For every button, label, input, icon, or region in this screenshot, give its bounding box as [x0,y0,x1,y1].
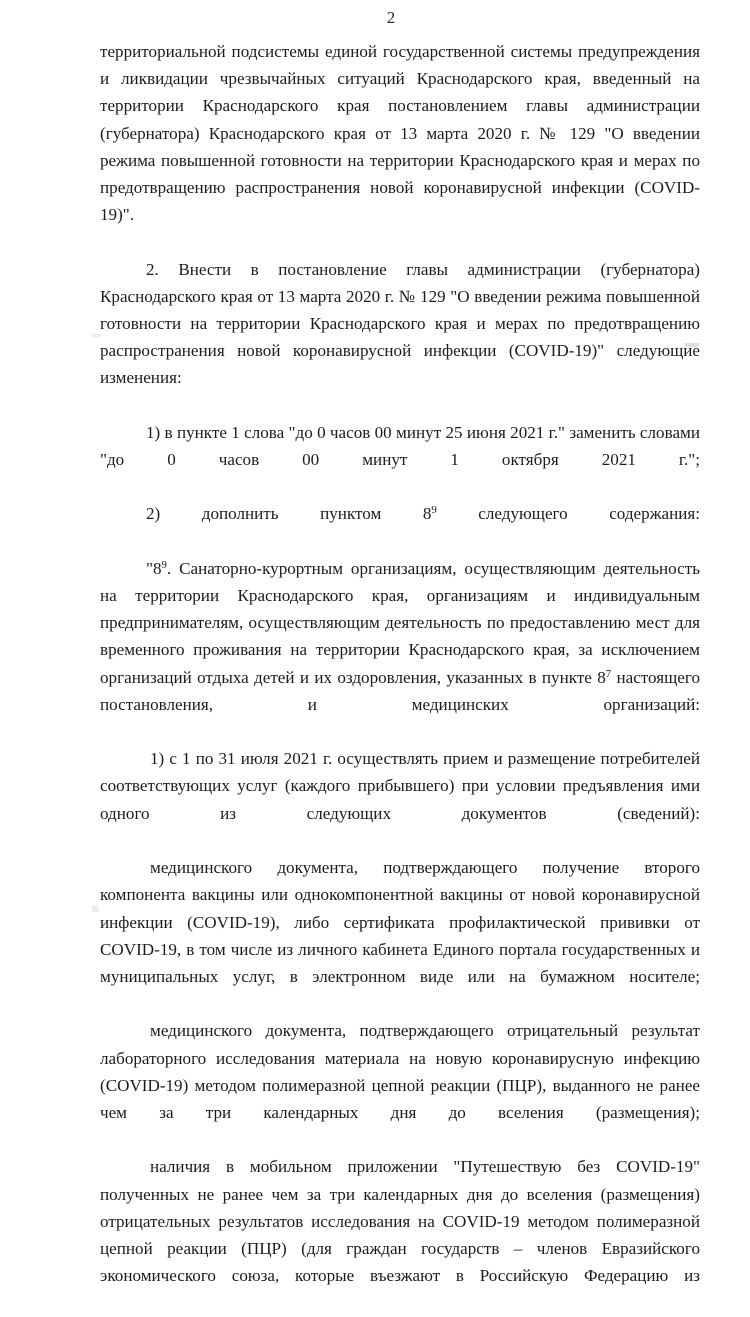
paragraph: территориальной подсистемы единой государственной системы предупреждения и ликвидации чрезвычайных ситуаций Краснодарского края, введенный на территории Краснодарского края постановлением главы администрации (губернатора) Краснодарского края от 13 марта 2020 г. № 129 "О введении режима повышенной готовности на территории Краснодарского края и мерах по предотвращению распространения новой коронавирусной инфекции (COVID-19)". [100,42,700,225]
paragraph: медицинского документа, подтверждающего отрицательный результат лабораторного исследования материала на новую коронавирусную инфекцию (COVID-19) методом полимеразной цепной реакции (ПЦР), выданного не ранее чем за три календарных дня до вселения (размещения); [100,1021,700,1122]
paragraph: 1) в пункте 1 слова "до 0 часов 00 минут 25 июня 2021 г." заменить словами "до 0 часов 00 минут 1 октября 2021 г."; [100,422,700,470]
paragraph: "$8^9$. Санаторно-курортным организациям, осуществляющим деятельность на территории Краснодарского края, организациям и индивидуальным предпринимателям, осуществляющим деятельность по предоставлению мест для временного проживания на территории Краснодарского края, за исключением организаций отдыха детей и их оздоровления, указанных в пункте $8^7$ настоящего постановления, и медицинских организаций: [100,558,701,714]
paragraph: 1) с 1 по 31 июля 2021 г. осуществлять прием и размещение потребителей соответствующих услуг (каждого прибывшего) при условии предъявления ими одного из следующих документов (сведений): [100,749,700,823]
paragraph: 2) дополнить пунктом $8^9$ следующего содержания: [146,504,700,524]
paragraph: 2. Внести в постановление главы администрации (губернатора) Краснодарского края от 13 марта 2020 г. № 129 "О введении режима повышенной готовности на территории Краснодарского края и мерах по предотвращению распространения новой коронавирусной инфекции (COVID-19)" следующие изменения: [100,259,700,388]
page-number [0,7,750,29]
document-body [100,38,700,1317]
page-number-value: 2 [386,8,396,27]
paragraph: медицинского документа, подтверждающего получение второго компонента вакцины или однокомпонентной вакцины от новой коронавирусной инфекции (COVID-19), либо сертификата профилактической прививки от COVID-19, в том числе из личного кабинета Единого портала государственных и муниципальных услуг, в электронном виде или на бумажном носителе; [100,858,700,986]
scan-artifact-bottom-left [92,905,99,912]
paragraph: наличия в мобильном приложении "Путешествую без COVID-19" полученных не ранее чем за три календарных дня до вселения (размещения) отрицательных результатов исследования на COVID-19 методом полимеразной цепной реакции (ПЦР) (для граждан государств – членов Евразийского экономического союза, которые въезжают в Российскую Федерацию из [100,1157,700,1286]
